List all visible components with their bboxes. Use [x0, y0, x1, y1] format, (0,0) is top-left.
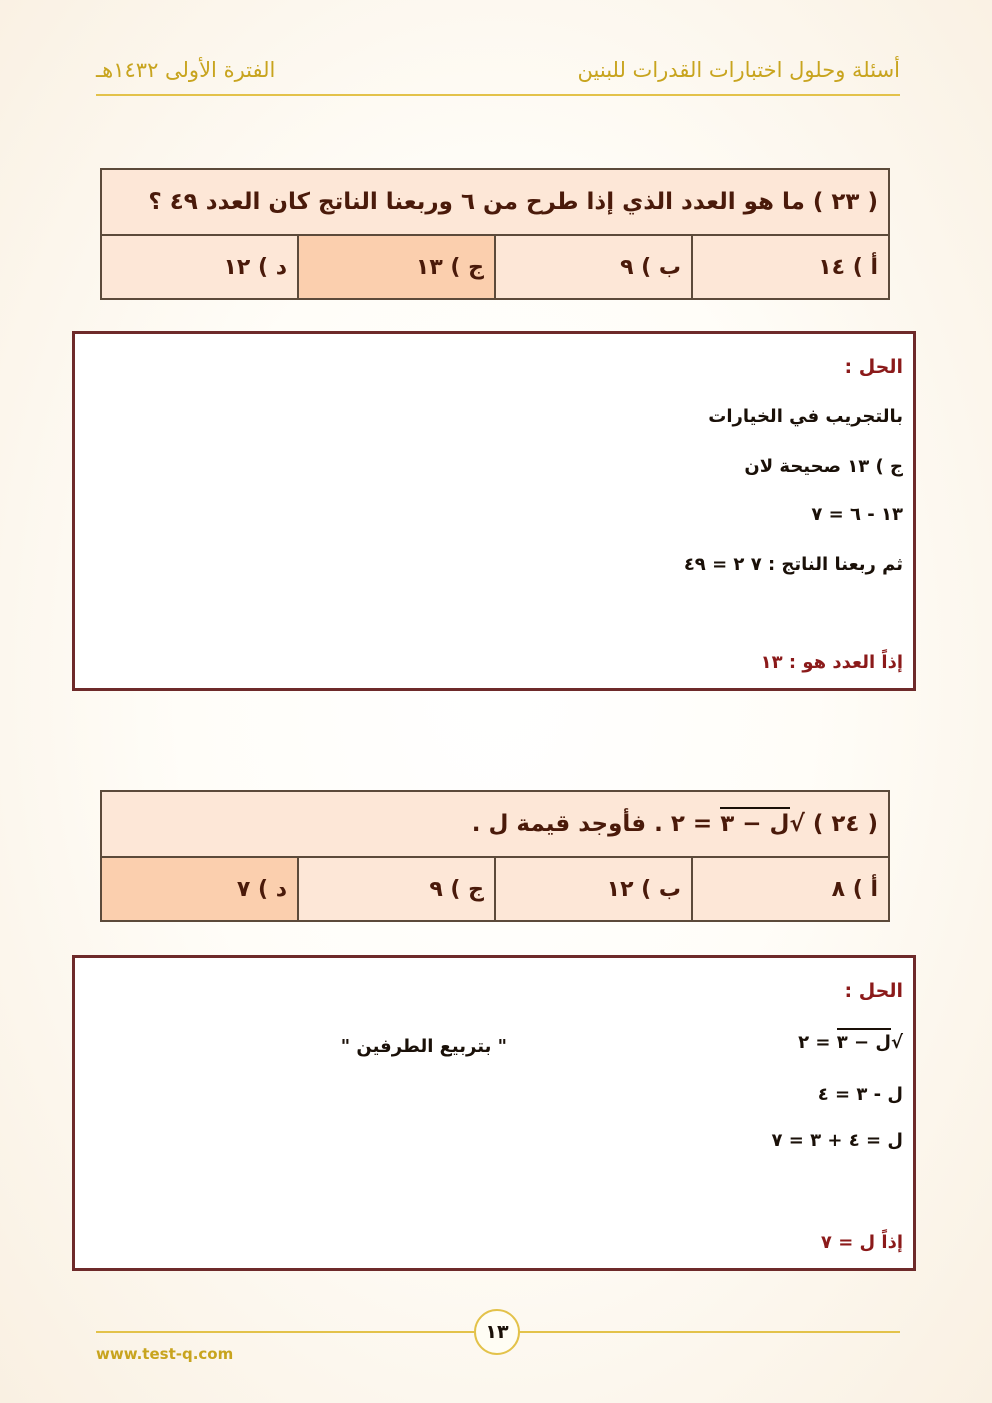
q24-radicand: ل − ٣	[720, 807, 789, 837]
q24-option-b[interactable]: ب ) ١٢	[495, 857, 692, 921]
q24-option-c[interactable]: ج ) ٩	[298, 857, 495, 921]
q23-option-d[interactable]: د ) ١٢	[101, 235, 298, 299]
footer-url[interactable]: www.test-q.com	[96, 1345, 234, 1363]
q23-solution-title: الحل :	[844, 356, 903, 378]
header-book-title: أسئلة وحلول اختبارات القدرات للبنين	[577, 58, 900, 82]
header-period: الفترة الأولى ١٤٣٢هـ	[96, 58, 276, 82]
q24-option-a[interactable]: أ ) ٨	[692, 857, 889, 921]
q23-solution-final: إذاً العدد هو : ١٣	[760, 652, 903, 673]
question-23-text: ( ٢٣ ) ما هو العدد الذي إذا طرح من ٦ وربعنا الناتج كان العدد ٤٩ ؟	[101, 169, 889, 235]
footer-divider-left	[96, 1331, 474, 1333]
footer-divider-right	[518, 1331, 900, 1333]
q23-option-b[interactable]: ب ) ٩	[495, 235, 692, 299]
q23-option-a[interactable]: أ ) ١٤	[692, 235, 889, 299]
q24-option-d[interactable]: د ) ٧	[101, 857, 298, 921]
q23-solution-line1: بالتجريب في الخيارات	[708, 406, 903, 427]
sqrt-icon: √	[890, 1032, 903, 1053]
q24-solution-radicand: ل − ٣	[837, 1028, 891, 1053]
page-number: ١٣	[474, 1309, 520, 1355]
question-24-text	[101, 791, 889, 857]
q24-solution-note: " بتربيع الطرفين "	[340, 1036, 507, 1057]
q24-solution-line3: ل = ٤ + ٣ = ٧	[771, 1130, 903, 1151]
q23-option-c[interactable]: ج ) ١٣	[298, 235, 495, 299]
sqrt-icon: √	[789, 811, 805, 837]
q24-solution-final: إذاً ل = ٧	[820, 1232, 903, 1253]
q23-solution-box	[72, 331, 916, 691]
q24-number: ( ٢٤ )	[812, 811, 878, 837]
question-24-table	[100, 790, 890, 922]
q24-solution-line2: ل - ٣ = ٤	[817, 1084, 903, 1105]
question-23-table	[100, 168, 890, 300]
q24-solution-title: الحل :	[844, 980, 903, 1002]
q23-solution-line2: ج ) ١٣ صحيحة لان	[744, 456, 903, 477]
header-divider	[96, 94, 900, 96]
q24-question-rest: = ٢ . فأوجد قيمة ل .	[471, 811, 713, 837]
q23-solution-line4: ثم ربعنا الناتج : ٧ ٢ = ٤٩	[683, 554, 903, 575]
q24-solution-box	[72, 955, 916, 1271]
q24-solution-line1-rest: = ٢	[798, 1032, 831, 1053]
q24-solution-line1	[798, 1032, 903, 1053]
q23-solution-line3: ١٣ - ٦ = ٧	[811, 504, 903, 525]
